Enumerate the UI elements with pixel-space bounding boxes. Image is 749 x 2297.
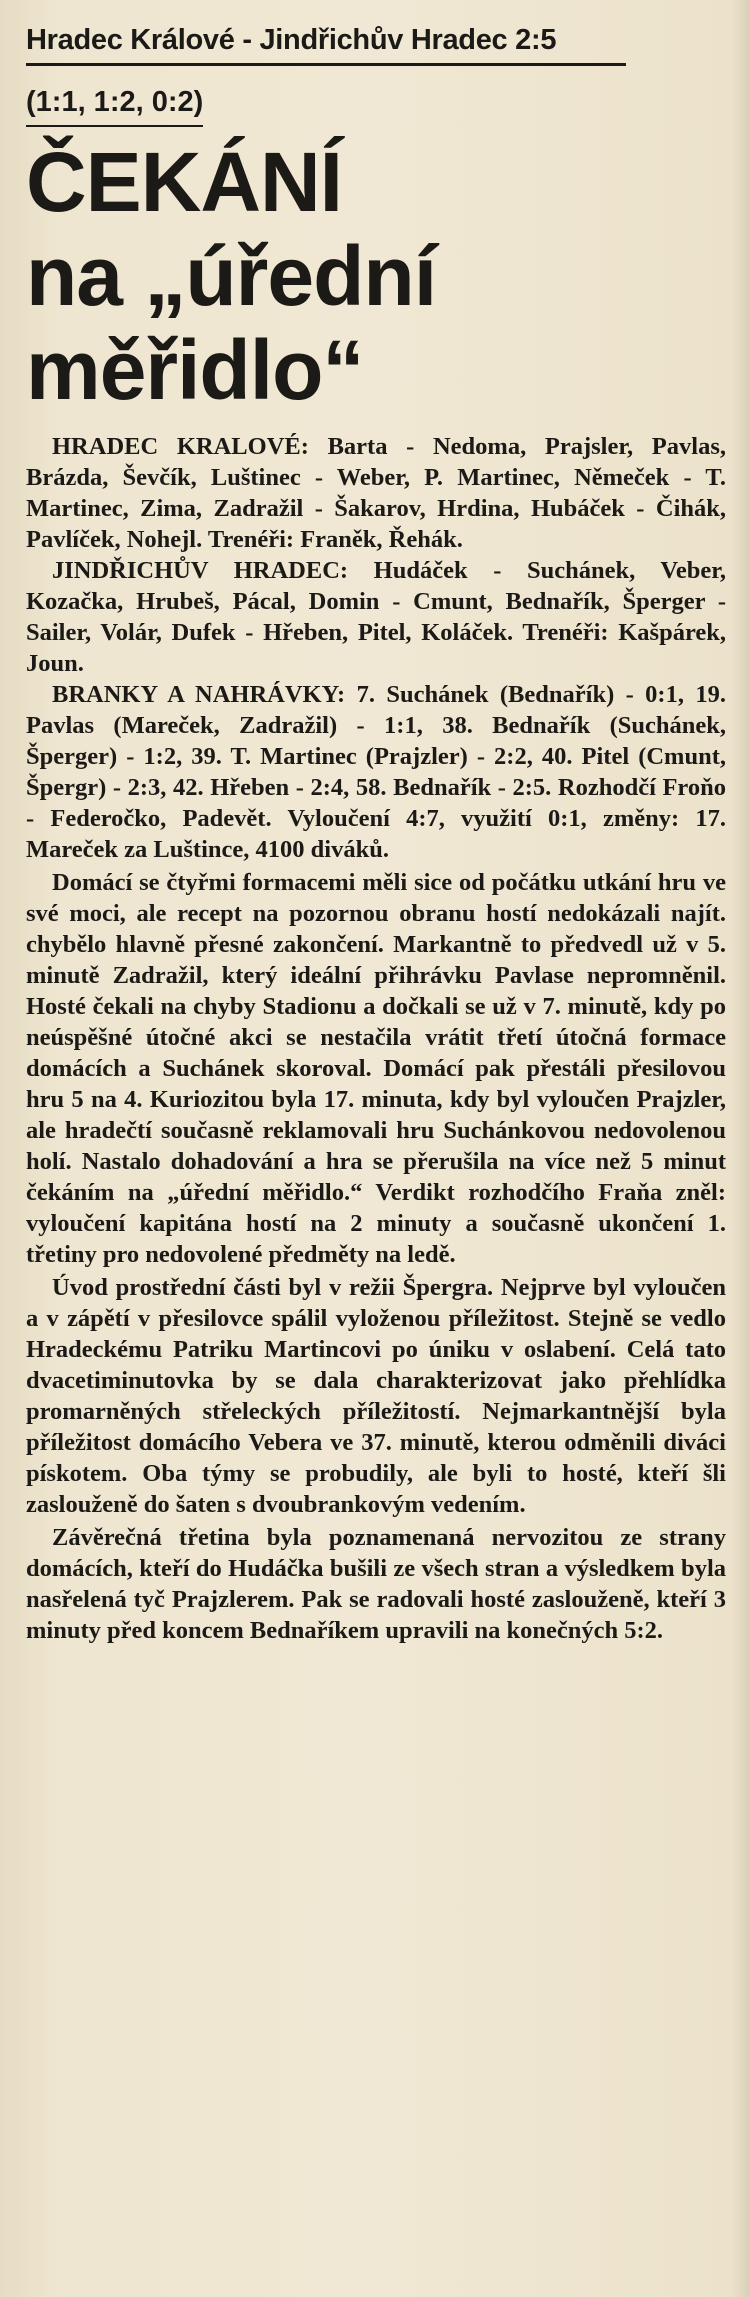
article-paragraph: Domácí se čtyřmi formacemi měli sice od počátku utkání hru ve své moci, ale recept na pozornou obranu hostí nedokázali najít. chybělo hlavně přesné zakončení. Markantně to předvedl už v 5. minutě Zadražil, který ideální přihrávku Pavlase nepromněnil. Hosté čekali na chyby Stadionu a dočkali se už v 7. minutě, kdy po neúspěšné útočné akci se nestačila vrátit třetí útočná formace domácích a Suchánek skoroval. Domácí pak přestáli přesilovou hru 5 na 4. Kuriozitou byla 17. minuta, kdy byl vyloučen Prajzler, ale hradečtí současně reklamovali hru Suchánkovou nedovolenou holí. Nastalo dohadování a hra se přerušila na více než 5 minut čekáním na „úřední měřidlo.“ Verdikt rozhodčího Fraňa zněl: vyloučení kapitána hostí na 2 minuty a současně ukončení 1. třetiny pro nedovolené předměty na ledě. bbox=[26, 869, 726, 1268]
headline-line-2: na „úřední bbox=[26, 229, 437, 323]
headline-line-1: ČEKÁNÍ bbox=[26, 135, 343, 229]
lineup-hradec: HRADEC KRALOVÉ: Barta - Nedoma, Prajsler, Pavlas, Brázda, Ševčík, Luštinec - Weber, P. Martinec, Němeček - T. Martinec, Zima, Zadražil - Šakarov, Hrdina, Hubáček - Čihák, Pavlíček, Nohejl. Trenéři: Franěk, Řehák. bbox=[26, 433, 726, 553]
page-edge-shadow bbox=[731, 0, 749, 2297]
lineups-section bbox=[26, 431, 726, 865]
headline-line-3: měřidlo“ bbox=[26, 323, 364, 417]
article-headline bbox=[26, 135, 726, 417]
article-paragraph: Závěrečná třetina byla poznamenaná nervozitou ze strany domácích, kteří do Hudáčka bušili ze všech stran a výsledkem byla nasřelená tyč Prajzlerem. Pak se radovali hosté zaslouženě, kteří 3 minuty před koncem Bednaříkem upravili na konečných 5:2. bbox=[26, 1524, 726, 1644]
period-scores: (1:1, 1:2, 0:2) bbox=[26, 86, 203, 127]
match-header: Hradec Králové - Jindřichův Hradec 2:5 bbox=[26, 24, 626, 66]
lineup-jindrichuv: JINDŘICHŮV HRADEC: Hudáček - Suchánek, Veber, Kozačka, Hrubeš, Pácal, Domin - Cmunt, Bednařík, Šperger - Sailer, Volár, Dufek - Hřeben, Pitel, Koláček. Trenéři: Kašpárek, Joun. bbox=[26, 557, 726, 677]
article-paragraph: Úvod prostřední části byl v režii Špergra. Nejprve byl vyloučen a v zápětí v přesilovce spálil vyloženou příležitost. Stejně se vedlo Hradeckému Patriku Martincovi po úniku v oslabení. Celá tato dvacetiminutovka by se dala charakterizovat jako přehlídka promarněných střeleckých příležitostí. Nejmarkantnější byla příležitost domácího Vebera ve 37. minutě, kterou odměnili diváci pískotem. Oba týmy se probudily, ale byli to hosté, kteří šli zaslouženě do šaten s dvoubrankovým vedením. bbox=[26, 1274, 726, 1518]
article-column bbox=[26, 0, 726, 1646]
article-body bbox=[26, 867, 726, 1646]
goals-and-assists: BRANKY A NAHRÁVKY: 7. Suchánek (Bednařík) - 0:1, 19. Pavlas (Mareček, Zadražil) - 1:1, 38. Bednařík (Suchánek, Šperger) - 1:2, 39. T. Martinec (Prajzler) - 2:2, 40. Pitel (Cmunt, Špergr) - 2:3, 42. Hřeben - 2:4, 58. Bednařík - 2:5. Rozhodčí Froňo - Federočko, Padevět. Vyloučení 4:7, využití 0:1, změny: 17. Mareček za Luštince, 4100 diváků. bbox=[26, 681, 726, 863]
